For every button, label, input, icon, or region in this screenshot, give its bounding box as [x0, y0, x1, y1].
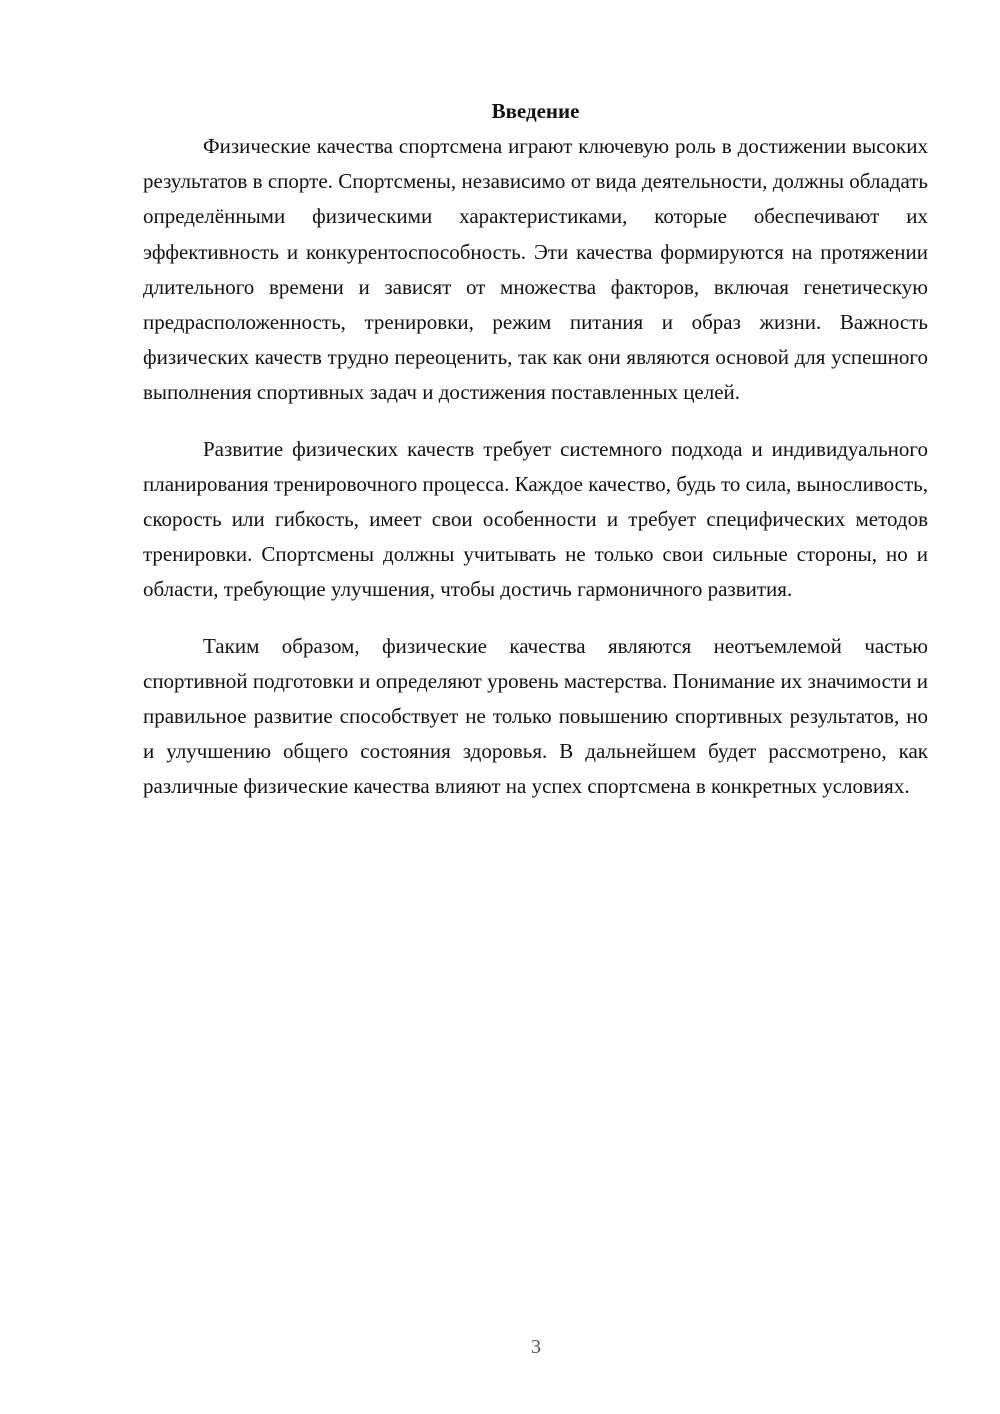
paragraph-3: Таким образом, физические качества являются неотъемлемой частью спортивной подготовки и определяют уровень мастерства. Понимание их значимости и правильное развитие способствует не только повышению спортивных результатов, но и улучшению общего состояния здоровья. В дальнейшем будет рассмотрено, как различные физические качества влияют на успех спортсмена в конкретных условиях.: [143, 633, 928, 799]
page-content: [143, 94, 928, 826]
paragraph-1: Физические качества спортсмена играют ключевую роль в достижении высоких результатов в спорте. Спортсмены, независимо от вида деятельности, должны обладать определёнными физическими характеристиками, которые обеспечивают их эффективность и конкурентоспособность. Эти качества формируются на протяжении длительного времени и зависят от множества факторов, включая генетическую предрасположенность, тренировки, режим питания и образ жизни. Важность физических качеств трудно переоценить, так как они являются основой для успешного выполнения спортивных задач и достижения поставленных целей.: [143, 134, 928, 405]
section-title: Введение: [491, 99, 580, 123]
page-number: 3: [531, 1336, 541, 1358]
paragraph-2: Развитие физических качеств требует системного подхода и индивидуального планирования тренировочного процесса. Каждое качество, будь то сила, выносливость, скорость или гибкость, имеет свои особенности и требует специфических методов тренировки. Спортсмены должны учитывать не только свои сильные стороны, но и области, требующие улучшения, чтобы достичь гармоничного развития.: [143, 436, 928, 602]
